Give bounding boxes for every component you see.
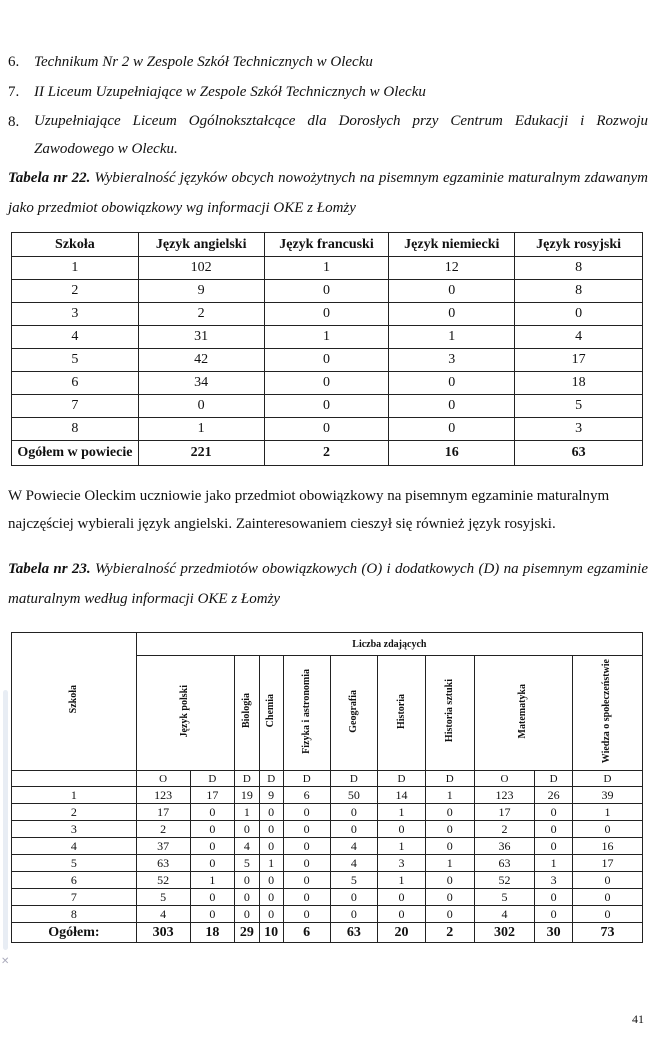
table-cell: 52 [474,872,535,889]
table-cell: 0 [259,838,283,855]
list-item-text-continued: Zawodowego w Olecku. [34,141,178,157]
table-cell: 63 [474,855,535,872]
table-cell: 1 [138,418,264,441]
table-cell: 0 [283,872,330,889]
column-header: Język angielski [138,233,264,257]
table-cell: 4 [235,838,259,855]
table-cell: 4 [474,906,535,923]
table-cell: 0 [330,906,378,923]
table-row [12,395,643,418]
table-cell: 17 [474,804,535,821]
column-header-subject: Geografia [330,656,378,771]
table-cell: 0 [283,804,330,821]
table-cell: 0 [235,906,259,923]
column-header: Język niemiecki [389,233,515,257]
table-cell: 3 [515,418,643,441]
table-cell: 0 [259,889,283,906]
table-cell: 0 [535,906,573,923]
table-cell: 8 [515,280,643,303]
table-cell: 0 [259,821,283,838]
table-cell: 29 [235,923,259,943]
table-cell: 0 [283,838,330,855]
column-header: Język rosyjski [515,233,643,257]
table-cell: 16 [572,838,642,855]
group-header: Liczba zdających [136,633,642,656]
column-header-subject: Historia sztuki [425,656,474,771]
table-cell: 0 [572,906,642,923]
table-cell: 0 [283,855,330,872]
table-cell: 0 [389,303,515,326]
table-cell: 0 [264,418,389,441]
table-cell: 5 [330,872,378,889]
table-cell: 9 [138,280,264,303]
table-cell: 0 [235,872,259,889]
table-cell: 0 [389,418,515,441]
table-cell: 0 [425,821,474,838]
table-row [12,787,643,804]
exam-type-label: D [259,771,283,787]
table-cell: 0 [259,872,283,889]
table-cell: 17 [190,787,235,804]
exam-type-label: O [474,771,535,787]
table-cell: 0 [190,838,235,855]
exam-type-label: D [572,771,642,787]
caption-label: Tabela nr 23. [8,561,91,577]
table-cell: 6 [283,923,330,943]
body-paragraph: W Powiecie Oleckim uczniowie jako przedmiot obowiązkowy na pisemnym egzaminie maturalnym najczęściej wybierali język angielski. Zainteresowaniem cieszył się również język rosyjski. [8,488,610,532]
table-cell: 1 [259,855,283,872]
table-cell: 3 [12,303,139,326]
table-cell: 1 [190,872,235,889]
table-cell: 42 [138,349,264,372]
table-cell: 1 [264,326,389,349]
table-cell: 1 [235,804,259,821]
table-cell: 1 [425,855,474,872]
table-cell: 34 [138,372,264,395]
column-header-subject: Język polski [136,656,234,771]
column-header-subject: Historia [378,656,426,771]
table-cell: 4 [330,838,378,855]
table-cell: 1 [572,804,642,821]
table-cell: 5 [474,889,535,906]
table-row [12,280,643,303]
table-cell: 2 [474,821,535,838]
table-cell: 17 [572,855,642,872]
table-cell: 4 [515,326,643,349]
table-cell: 2 [136,821,190,838]
table-cell: 26 [535,787,573,804]
column-header-subject: Matematyka [474,656,572,771]
exam-type-label: O [136,771,190,787]
table-cell: 1 [264,257,389,280]
table-cell: 5 [515,395,643,418]
close-icon: ✕ [1,956,10,967]
list-item: 6. Technikum Nr 2 w Zespole Szkół Technicznych w Olecku [8,54,373,70]
table-cell: 0 [425,838,474,855]
table-cell: 18 [515,372,643,395]
table-header-row [12,233,643,257]
table-cell: 102 [138,257,264,280]
table-cell: 0 [283,906,330,923]
table-cell: 52 [136,872,190,889]
table-cell: 0 [535,821,573,838]
table-row [12,821,643,838]
table-cell: 20 [378,923,426,943]
table-cell: 63 [330,923,378,943]
exam-type-label: D [283,771,330,787]
table-23-caption [8,554,648,614]
table-cell: 0 [235,821,259,838]
table-cell: 0 [330,821,378,838]
list-item: 7. II Liceum Uzupełniające w Zespole Szkół Technicznych w Olecku [8,84,426,100]
exam-type-label: D [330,771,378,787]
table-cell: 10 [259,923,283,943]
table-cell: 3 [12,821,137,838]
table-cell: 3 [535,872,573,889]
table-cell: 17 [136,804,190,821]
table-total-row [12,441,643,466]
table-cell: 0 [389,372,515,395]
table-cell: 1 [535,855,573,872]
table-cell: 0 [425,804,474,821]
column-header-subject: Biologia [235,656,259,771]
table-22-body [12,257,643,466]
table-cell: 303 [136,923,190,943]
table-cell: 0 [138,395,264,418]
table-cell: 2 [264,441,389,466]
table-cell: 0 [264,280,389,303]
table-cell: 0 [572,872,642,889]
table-cell: 3 [389,349,515,372]
column-header: Szkoła [12,233,139,257]
table-cell-empty [12,771,137,787]
table-cell: 6 [283,787,330,804]
table-cell: 0 [283,821,330,838]
table-cell: Ogółem: [12,923,137,943]
column-header-subject: Chemia [259,656,283,771]
table-cell: 30 [535,923,573,943]
table-row [12,257,643,280]
table-cell: 0 [259,804,283,821]
table-cell: 0 [190,906,235,923]
column-header-subject: Wiedza o społeczeństwie [572,656,642,771]
table-cell: 0 [389,280,515,303]
table-22 [11,232,643,466]
table-cell: 0 [378,821,426,838]
table-cell: 1 [389,326,515,349]
table-23 [11,632,643,943]
table-cell: 0 [264,372,389,395]
table-row [12,326,643,349]
table-cell: 2 [425,923,474,943]
table-total-row [12,923,643,943]
exam-type-label: D [425,771,474,787]
table-cell: 3 [378,855,426,872]
table-cell: 4 [136,906,190,923]
table-cell: 2 [12,280,139,303]
exam-type-label: D [235,771,259,787]
table-cell: 0 [330,804,378,821]
table-cell: 8 [515,257,643,280]
exam-type-label: D [378,771,426,787]
table-cell: 37 [136,838,190,855]
table-cell: 302 [474,923,535,943]
table-cell: 0 [190,804,235,821]
table-cell: 0 [425,906,474,923]
table-cell: 0 [515,303,643,326]
table-cell: 39 [572,787,642,804]
table-cell: 0 [330,889,378,906]
table-cell: 2 [138,303,264,326]
exam-type-row [12,771,643,787]
table-cell: 0 [535,838,573,855]
table-cell: 4 [12,326,139,349]
table-cell: 16 [389,441,515,466]
school-list [8,47,648,163]
table-header-row [12,633,643,656]
table-22-caption [8,163,648,223]
table-row [12,889,643,906]
table-cell: 14 [378,787,426,804]
table-cell: 18 [190,923,235,943]
table-cell: 0 [378,906,426,923]
table-cell: 1 [12,787,137,804]
list-item-text: Uzupełniające Liceum Ogólnokształcące dla Dorosłych przy Centrum Edukacji i Rozwoju [34,113,648,129]
table-cell: 1 [12,257,139,280]
table-cell: 2 [12,804,137,821]
table-cell: 7 [12,889,137,906]
table-row [12,372,643,395]
table-cell: 0 [190,855,235,872]
table-cell: 0 [190,821,235,838]
caption-text: Wybieralność przedmiotów obowiązkowych (O) i dodatkowych (D) na pisemnym egzaminie maturalnym według informacji OKE z Łomży [8,561,648,607]
column-header-subject: Fizyka i astronomia [283,656,330,771]
table-cell: 0 [378,889,426,906]
table-row [12,872,643,889]
table-cell: 1 [425,787,474,804]
table-cell: 0 [535,889,573,906]
caption-text: Wybieralność języków obcych nowożytnych na pisemnym egzaminie maturalnym zdawanym jako przedmiot obowiązkowy wg informacji OKE z Łomży [8,170,648,216]
table-cell: 31 [138,326,264,349]
exam-type-label: D [535,771,573,787]
table-cell: 0 [190,889,235,906]
table-cell: 63 [136,855,190,872]
table-cell: 0 [283,889,330,906]
table-cell: 5 [136,889,190,906]
table-cell: 7 [12,395,139,418]
table-cell: 4 [330,855,378,872]
table-cell: 1 [378,804,426,821]
table-cell: 0 [535,804,573,821]
table-cell: 73 [572,923,642,943]
table-cell: 6 [12,372,139,395]
caption-label: Tabela nr 22. [8,170,91,186]
table-cell: 0 [264,303,389,326]
table-cell: 221 [138,441,264,466]
page-number: 41 [632,1012,644,1026]
table-cell: 1 [378,838,426,855]
table-cell: 0 [425,889,474,906]
table-row [12,804,643,821]
table-cell: 17 [515,349,643,372]
table-cell: 19 [235,787,259,804]
table-cell: 36 [474,838,535,855]
table-cell: 0 [235,889,259,906]
table-row [12,349,643,372]
table-row [12,303,643,326]
table-cell: Ogółem w powiecie [12,441,139,466]
table-cell: 0 [389,395,515,418]
table-row [12,418,643,441]
table-cell: 50 [330,787,378,804]
table-cell: 0 [264,349,389,372]
exam-type-label: D [190,771,235,787]
table-cell: 9 [259,787,283,804]
scanner-watermark [0,690,10,980]
table-cell: 0 [259,906,283,923]
table-cell: 4 [12,838,137,855]
table-cell: 5 [12,349,139,372]
table-row [12,855,643,872]
table-cell: 123 [474,787,535,804]
table-cell: 12 [389,257,515,280]
table-row [12,906,643,923]
table-row [12,838,643,855]
table-cell: 63 [515,441,643,466]
table-cell: 8 [12,418,139,441]
table-cell: 123 [136,787,190,804]
table-cell: 0 [264,395,389,418]
table-cell: 8 [12,906,137,923]
list-item: 8. Uzupełniające Liceum Ogólnokształcące dla Dorosłych przy Centrum Edukacji i Rozwoju Zawodowego w Olecku. [8,107,648,163]
table-cell: 1 [378,872,426,889]
table-cell: 5 [235,855,259,872]
column-header: Język francuski [264,233,389,257]
table-cell: 0 [572,889,642,906]
table-cell: 0 [425,872,474,889]
table-cell: 6 [12,872,137,889]
table-23-body [12,787,643,943]
table-cell: 0 [572,821,642,838]
column-header-school: Szkoła [12,633,137,771]
table-cell: 5 [12,855,137,872]
scanner-bar [3,690,8,950]
